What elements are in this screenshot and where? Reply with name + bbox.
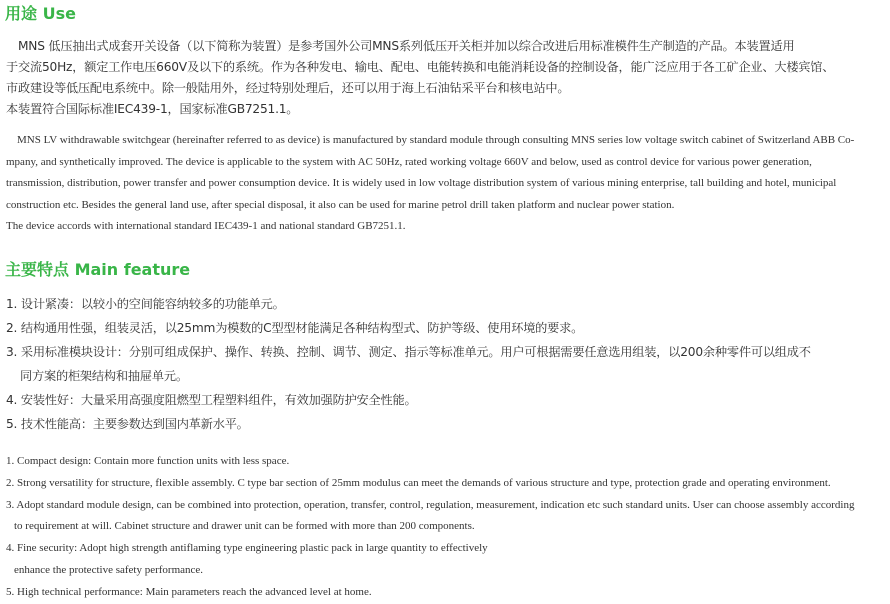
feature-en-item: 2. Strong versatility for structure, flexible assembly. C type bar section of 25mm modulus can meet the demands of various structure and type, protection grade and operating environment. — [6, 476, 831, 489]
feature-english-list — [6, 451, 886, 604]
feature-chinese-list — [6, 292, 886, 436]
feature-cn-item: 2. 结构通用性强，组装灵活，以25mm为模数的C型型材能满足各种结构型式、防护等级、使用环境的要求。 — [6, 321, 584, 335]
use-en-line: The device accords with international standard IEC439-1 and national standard GB7251.1. — [6, 220, 406, 232]
main-feature-heading: 主要特点 Main feature — [5, 260, 191, 279]
feature-en-item-continuation: enhance the protective safety performance. — [14, 563, 204, 576]
feature-cn-item: 5. 技术性能高：主要参数达到国内革新水平。 — [6, 417, 249, 431]
use-en-line: construction etc. Besides the general land use, after special disposal, it also can be used for marine petrol drill taken platform and nuclear power station. — [6, 198, 675, 211]
feature-en-item: 5. High technical performance: Main parameters reach the advanced level at home. — [6, 585, 372, 598]
feature-cn-item-continuation: 同方案的柜架结构和抽屉单元。 — [20, 369, 188, 383]
use-en-line: transmission, distribution, power transfer and power consumption device. It is widely used in low voltage distribution system of various mining enterprise, tall building and hotel, municipal — [6, 177, 837, 189]
use-english-paragraph — [6, 130, 886, 238]
feature-cn-item: 3. 采用标准模块设计：分别可组成保护、操作、转换、控制、调节、测定、指示等标准单元。用户可根据需要任意选用组装，以200余种零件可以组成不 — [6, 345, 811, 359]
feature-en-item: 4. Fine security: Adopt high strength antiflaming type engineering plastic pack in large quantity to effectively — [6, 542, 488, 555]
use-cn-line: MNS 低压抽出式成套开关设备（以下简称为装置）是参考国外公司MNS系列低压开关柜并加以综合改进后用标准模件生产制造的产品。本装置适用 — [6, 39, 795, 53]
feature-cn-item: 4. 安装性好：大量采用高强度阻燃型工程塑料组件，有效加强防护安全性能。 — [6, 393, 417, 407]
feature-en-item: 3. Adopt standard module design, can be combined into protection, operation, transfer, control, regulation, measurement, indication etc such standard units. User can choose assembly according — [6, 498, 855, 511]
use-en-line: mpany, and synthetically improved. The device is applicable to the system with AC 50Hz, rated working voltage 660V and below, used as control device for various power generation, — [6, 155, 812, 168]
use-cn-line: 市政建设等低压配电系统中。除一般陆用外，经过特别处理后，还可以用于海上石油钻采平台和核电站中。 — [6, 81, 570, 95]
use-heading: 用途 Use — [5, 4, 76, 23]
feature-en-item-continuation: to requirement at will. Cabinet structure and drawer unit can be formed with more than 200 components. — [14, 520, 475, 533]
use-en-line: MNS LV withdrawable switchgear (hereinafter referred to as device) is manufactured by standard module through consulting MNS series low voltage switch cabinet of Switzerland ABB Co- — [6, 134, 855, 146]
use-cn-line: 于交流50Hz，额定工作电压660V及以下的系统。作为各种发电、输电、配电、电能转换和电能消耗设备的控制设备，能广泛应用于各工矿企业、大楼宾馆、 — [6, 60, 835, 74]
use-cn-line: 本装置符合国际标准IEC439-1，国家标准GB7251.1。 — [6, 102, 299, 116]
use-chinese-paragraph — [6, 36, 886, 120]
feature-cn-item: 1. 设计紧凑：以较小的空间能容纳较多的功能单元。 — [6, 297, 285, 311]
feature-en-item: 1. Compact design: Contain more function units with less space. — [6, 455, 290, 467]
